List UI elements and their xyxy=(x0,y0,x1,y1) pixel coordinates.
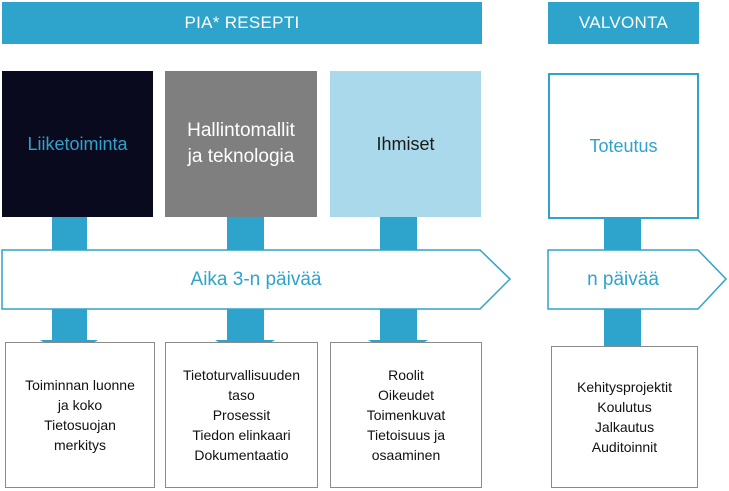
pia-resepti-title: PIA* RESEPTI xyxy=(184,13,300,32)
output-list-item: Roolit xyxy=(388,367,424,383)
output-box-1 xyxy=(5,342,155,488)
output-list-item: Jalkautus xyxy=(594,419,655,435)
timeline-label-valvonta: n päivää xyxy=(587,268,659,290)
output-list-item: Oikeudet xyxy=(377,387,435,403)
category-ihmiset-label: Ihmiset xyxy=(376,133,435,154)
output-list-item: taso xyxy=(228,387,255,403)
output-list-item: Koulutus xyxy=(597,399,652,415)
valvonta-title: VALVONTA xyxy=(578,13,669,32)
output-list-item: Toimenkuvat xyxy=(366,407,446,423)
output-list-item: Auditoinnit xyxy=(591,439,658,455)
output-list-item: Tietoisuus ja xyxy=(366,427,446,443)
output-list-item: Prosessit xyxy=(212,407,271,423)
output-box-2 xyxy=(165,342,318,488)
output-list-item: osaaminen xyxy=(371,447,441,463)
output-list-3 xyxy=(367,365,446,465)
output-list-2 xyxy=(183,365,300,465)
output-box-3 xyxy=(330,342,482,488)
output-list-item: ja koko xyxy=(57,397,103,413)
output-list-item: Dokumentaatio xyxy=(194,447,289,463)
timeline-label-main: Aika 3-n päivää xyxy=(190,268,322,290)
output-list-1 xyxy=(25,375,135,455)
category-hallintomallit-label: Hallintomallit ja teknologia xyxy=(187,120,295,167)
output-list-item: Toiminnan luonne xyxy=(25,377,135,393)
category-liiketoiminta-label: Liiketoiminta xyxy=(27,133,128,154)
output-box-4 xyxy=(551,346,698,488)
output-list-item: Tiedon elinkaari xyxy=(192,427,291,443)
output-list-item: Kehitysprojektit xyxy=(577,379,672,395)
category-toteutus-label: Toteutus xyxy=(589,135,658,156)
output-list-item: merkitys xyxy=(53,437,107,453)
output-list-item: Tietoturvallisuuden xyxy=(183,367,300,383)
output-list-item: Tietosuojan xyxy=(44,417,116,433)
output-list-4 xyxy=(577,377,672,457)
